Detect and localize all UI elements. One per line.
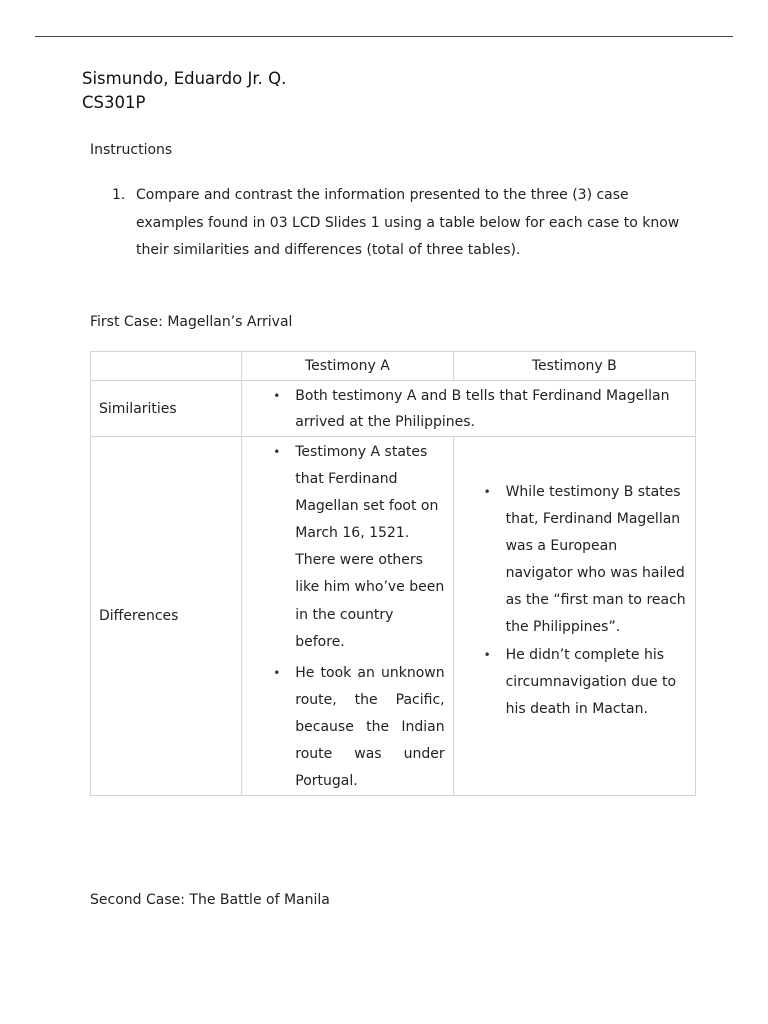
first-case-heading: First Case: Magellan’s Arrival <box>90 314 293 330</box>
similarities-bullet: • Both testimony A and B tells that Ferdinand Magellan arrived at the Philippines. <box>242 383 695 435</box>
instruction-list <box>112 182 682 265</box>
header-empty-cell <box>91 352 242 381</box>
differences-a-bullet: • Testimony A states that Ferdinand Magellan set foot on March 16, 1521. There were others like him who’ve been in the country before. <box>242 439 452 656</box>
top-rule <box>35 36 733 37</box>
differences-b-bullet: • He didn’t complete his circumnavigation due to his death in Mactan. <box>454 642 695 723</box>
author-block <box>82 67 286 115</box>
instructions-heading: Instructions <box>90 142 173 158</box>
course-code: CS301P <box>82 93 146 112</box>
differences-a-bullet: • He took an unknown route, the Pacific, because the Indian route was under Portugal. <box>242 660 452 795</box>
instruction-item <box>112 182 682 265</box>
header-testimony-b: Testimony B <box>453 352 695 381</box>
similarities-row <box>91 381 696 437</box>
first-case-table <box>90 351 696 796</box>
differences-testimony-a-cell <box>242 437 453 796</box>
differences-b-bullet: • While testimony B states that, Ferdinand Magellan was a European navigator who was hailed as the “first man to reach the Philippines”. <box>454 479 695 642</box>
header-testimony-a: Testimony A <box>242 352 453 381</box>
differences-testimony-b-cell <box>453 437 695 796</box>
differences-testimony-b-list <box>454 479 695 723</box>
differences-label: Differences <box>91 437 242 796</box>
instruction-number: 1. <box>112 187 126 203</box>
similarities-label: Similarities <box>91 381 242 437</box>
instruction-text: Compare and contrast the information presented to the three (3) case examples found in 03 LCD Slides 1 using a table below for each case to know their similarities and differences (total of three tables). <box>136 187 680 258</box>
table-header-row <box>91 352 696 381</box>
author-name: Sismundo, Eduardo Jr. Q. <box>82 69 287 88</box>
differences-testimony-a-list <box>242 439 452 795</box>
second-case-heading: Second Case: The Battle of Manila <box>90 892 330 908</box>
similarities-list <box>242 383 695 435</box>
differences-row <box>91 437 696 796</box>
similarities-cell <box>242 381 696 437</box>
